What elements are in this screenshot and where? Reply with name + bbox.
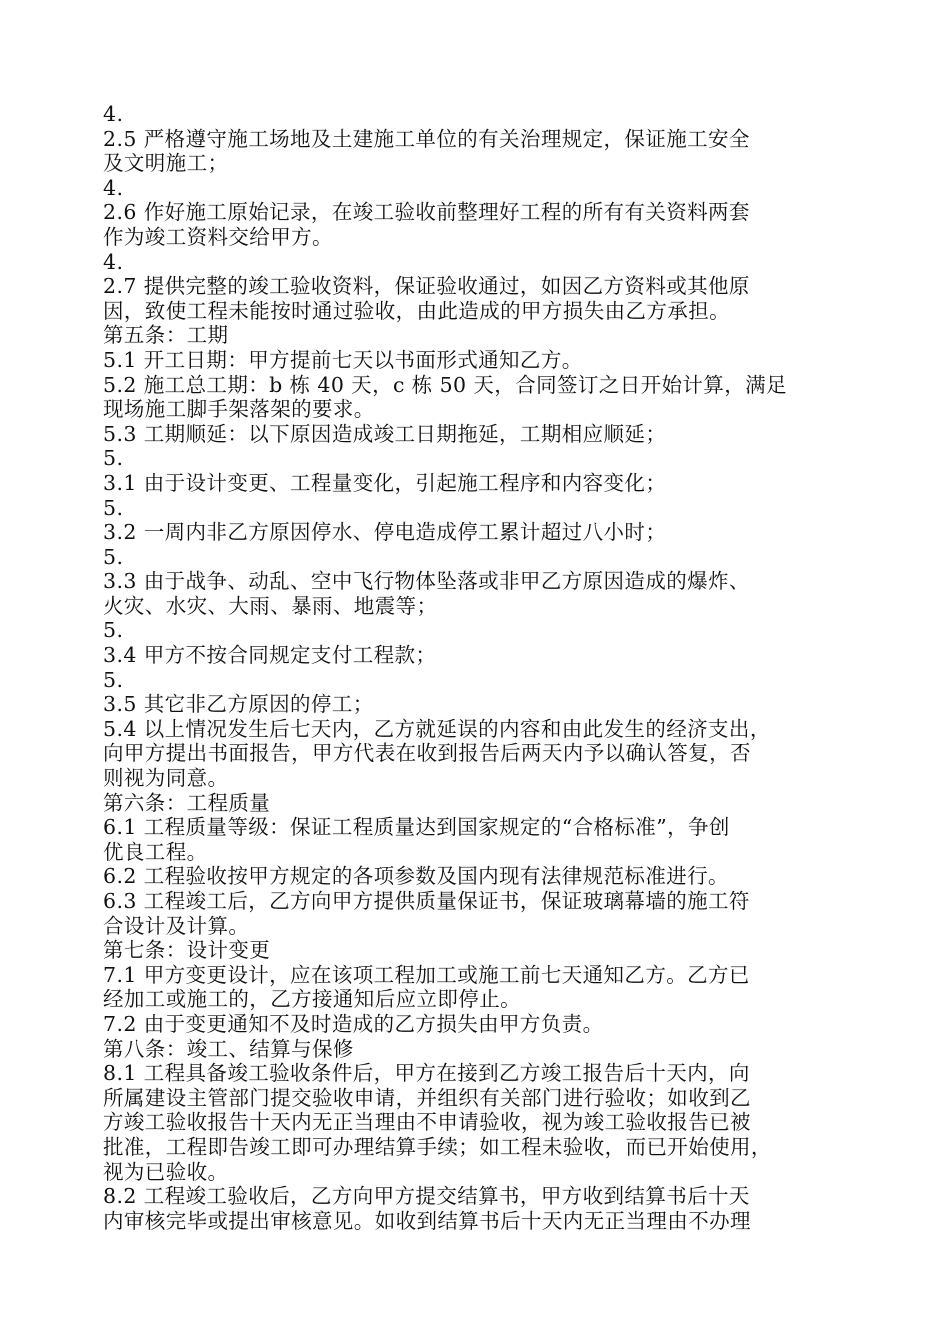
text-line: 5.3 工期顺延：以下原因造成竣工日期拖延，工期相应顺延； xyxy=(103,421,667,446)
text-line: 3.4 甲方不按合同规定支付工程款； xyxy=(103,643,437,668)
text-line: 4. xyxy=(103,249,124,274)
text-line: 5. xyxy=(103,544,124,569)
section-heading: 第六条：工程质量 xyxy=(103,790,271,815)
text-line: 作为竣工资料交给甲方。 xyxy=(103,224,333,249)
text-line: 火灾、水灾、大雨、暴雨、地震等； xyxy=(103,593,438,618)
text-line: 合设计及计算。 xyxy=(103,913,250,938)
section-heading: 第五条：工期 xyxy=(103,323,229,348)
text-line: 4. xyxy=(103,102,124,126)
text-line: 2.5 严格遵守施工场地及土建施工单位的有关治理规定，保证施工安全 xyxy=(103,126,750,151)
text-line: 5.1 开工日期：甲方提前七天以书面形式通知乙方。 xyxy=(103,347,583,372)
text-line: 6.3 工程竣工后，乙方向甲方提供质量保证书，保证玻璃幕墙的施工符 xyxy=(103,889,750,913)
text-line: 经加工或施工的，乙方接通知后应立即停止。 xyxy=(103,987,521,1012)
text-line: 3.2 一周内非乙方原因停水、停电造成停工累计超过八小时； xyxy=(103,520,667,545)
text-line: 批准，工程即告竣工即可办理结算手续；如工程未验收，而已开始使用， xyxy=(103,1134,772,1159)
text-line: 所属建设主管部门提交验收申请，并组织有关部门进行验收；如收到乙 xyxy=(103,1085,751,1110)
text-line: 内审核完毕或提出审核意见。如收到结算书后十天内无正当理由不办理 xyxy=(103,1208,751,1233)
text-line: 3.3 由于战争、动乱、空中飞行物体坠落或非甲乙方原因造成的爆炸、 xyxy=(103,569,750,594)
text-line: 5.2 施工总工期：b 栋 40 天，c 栋 50 天，合同签订之日开始计算，满足 xyxy=(103,372,787,397)
section-heading: 第八条：竣工、结算与保修 xyxy=(103,1036,354,1061)
text-line: 5. xyxy=(103,618,124,643)
text-line: 5.4 以上情况发生后七天内，乙方就延误的内容和由此发生的经济支出， xyxy=(103,716,771,741)
section-heading: 第七条：设计变更 xyxy=(103,938,271,963)
document-page xyxy=(103,102,863,1233)
text-line: 优良工程。 xyxy=(103,839,208,864)
text-line: 2.6 作好施工原始记录，在竣工验收前整理好工程的所有有关资料两套 xyxy=(103,200,750,225)
text-line: 则视为同意。 xyxy=(103,766,229,791)
text-line: 及文明施工； xyxy=(103,151,229,176)
text-line: 8.2 工程竣工验收后，乙方向甲方提交结算书，甲方收到结算书后十天 xyxy=(103,1184,750,1209)
text-line: 5. xyxy=(103,667,124,692)
text-line: 6.2 工程验收按甲方规定的各项参数及国内现有法律规范标准进行。 xyxy=(103,864,729,889)
text-line: 7.1 甲方变更设计，应在该项工程加工或施工前七天通知乙方。乙方已 xyxy=(103,962,750,987)
text-line: 2.7 提供完整的竣工验收资料，保证验收通过，如因乙方资料或其他原 xyxy=(103,274,750,299)
text-line: 8.1 工程具备竣工验收条件后，甲方在接到乙方竣工报告后十天内，向 xyxy=(103,1061,750,1086)
text-line: 现场施工脚手架落架的要求。 xyxy=(103,397,375,422)
text-line: 方竣工验收报告十天内无正当理由不申请验收，视为竣工验收报告已被 xyxy=(103,1110,751,1135)
text-line: 向甲方提出书面报告，甲方代表在收到报告后两天内予以确认答复，否 xyxy=(103,741,751,766)
text-line: 3.1 由于设计变更、工程量变化，引起施工程序和内容变化； xyxy=(103,470,667,495)
text-line: 4. xyxy=(103,175,124,200)
text-line: 3.5 其它非乙方原因的停工； xyxy=(103,692,374,717)
text-line: 5. xyxy=(103,495,124,520)
text-line: 6.1 工程质量等级：保证工程质量达到国家规定的“合格标准”，争创 xyxy=(103,815,730,840)
text-line: 因，致使工程未能按时通过验收，由此造成的甲方损失由乙方承担。 xyxy=(103,298,730,323)
text-line: 7.2 由于变更通知不及时造成的乙方损失由甲方负责。 xyxy=(103,1011,604,1036)
text-line: 视为已验收。 xyxy=(103,1159,229,1184)
text-line: 5. xyxy=(103,446,124,471)
